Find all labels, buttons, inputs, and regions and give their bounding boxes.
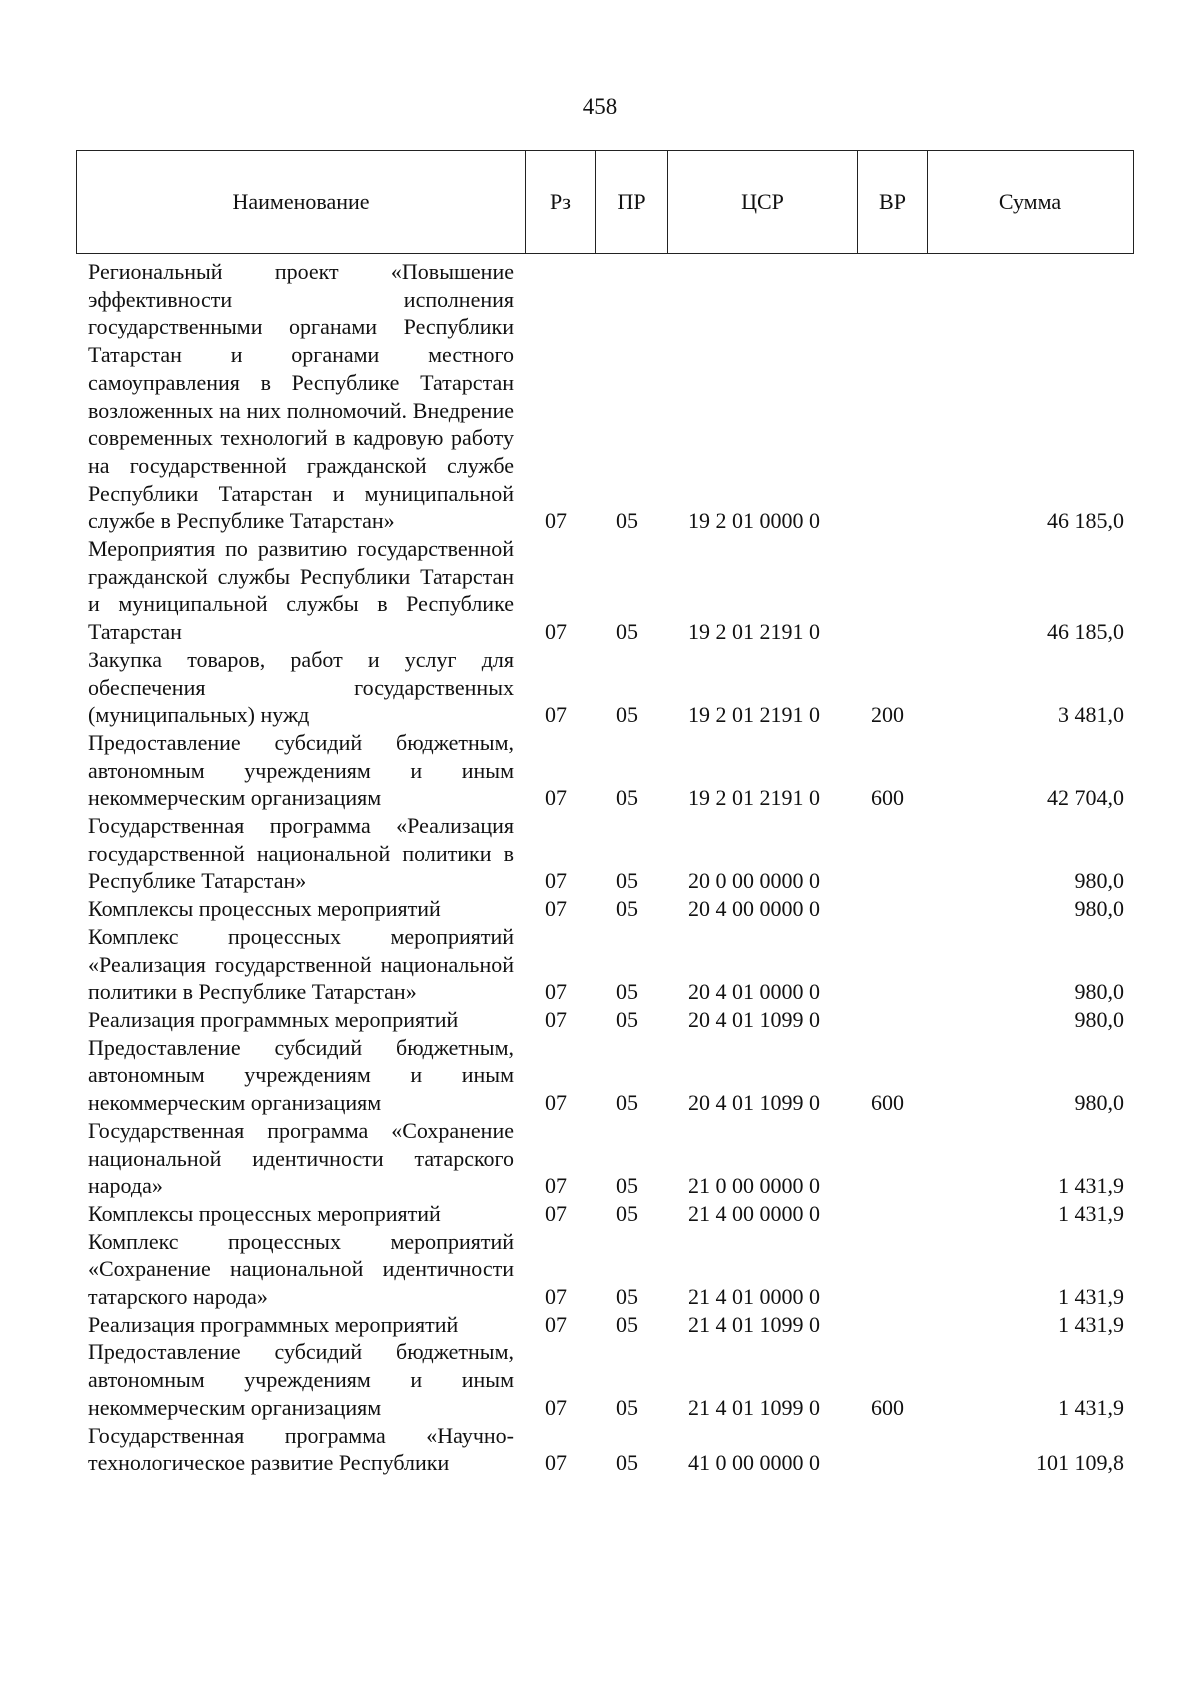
row-name: Закупка товаров, работ и услуг для обеспечения государственных (муниципальных) нужд	[88, 646, 514, 728]
row-name: Государственная программа «Научно-технологическое развитие Республики	[88, 1422, 514, 1476]
row-sum: 46 185,0	[1047, 619, 1124, 645]
table-row	[0, 1338, 1200, 1421]
row-pr: 05	[616, 1173, 638, 1199]
row-name: Предоставление субсидий бюджетным, автономным учреждениям и иным некоммерческим организациям	[88, 729, 514, 811]
table-row	[0, 1200, 1200, 1228]
row-pr: 05	[616, 619, 638, 645]
page-number: 458	[582, 94, 618, 119]
row-sum: 1 431,9	[1058, 1394, 1124, 1420]
row-sum: 1 431,9	[1058, 1200, 1124, 1226]
row-sum: 46 185,0	[1047, 508, 1124, 534]
row-pr: 05	[616, 868, 638, 894]
row-vr: 600	[871, 1090, 904, 1116]
header-rz: Рз	[525, 151, 595, 253]
row-csr: 19 2 01 2191 0	[688, 619, 820, 645]
row-rz: 07	[545, 619, 567, 645]
table-row	[0, 1311, 1200, 1339]
row-name: Региональный проект «Повышение эффективности исполнения государственными органами Республики Татарстан и органами местного самоуправления в Республике Татарстан возложенных на них полномочий. Внедрение современных технологий в кадровую работу на государственной гражданской службе Республики Татарстан и муниципальной службе в Республике Татарстан»	[88, 259, 514, 534]
row-csr: 21 4 01 1099 0	[688, 1394, 820, 1420]
row-pr: 05	[616, 1284, 638, 1310]
row-rz: 07	[545, 896, 567, 922]
row-rz: 07	[545, 1006, 567, 1032]
row-sum: 1 431,9	[1058, 1173, 1124, 1199]
row-csr: 20 4 01 0000 0	[688, 979, 820, 1005]
row-sum: 1 431,9	[1058, 1311, 1124, 1337]
row-name: Комплекс процессных мероприятий «Сохранение национальной идентичности татарского народа»	[88, 1228, 514, 1310]
header-vr: ВР	[857, 151, 927, 253]
row-sum: 42 704,0	[1047, 785, 1124, 811]
row-sum: 1 431,9	[1058, 1284, 1124, 1310]
row-sum: 101 109,8	[1036, 1450, 1124, 1476]
row-csr: 21 4 00 0000 0	[688, 1200, 820, 1226]
row-csr: 20 4 01 1099 0	[688, 1006, 820, 1032]
header-sum: Сумма	[927, 151, 1132, 253]
row-pr: 05	[616, 785, 638, 811]
row-sum: 980,0	[1074, 1006, 1124, 1032]
row-pr: 05	[616, 702, 638, 728]
table-row	[0, 1228, 1200, 1311]
row-pr: 05	[616, 1311, 638, 1337]
row-csr: 20 4 00 0000 0	[688, 896, 820, 922]
row-rz: 07	[545, 702, 567, 728]
row-csr: 19 2 01 2191 0	[688, 785, 820, 811]
table-row	[0, 1117, 1200, 1200]
row-csr: 21 0 00 0000 0	[688, 1173, 820, 1199]
row-vr: 200	[871, 702, 904, 728]
row-name: Комплексы процессных мероприятий	[88, 896, 441, 922]
table-row	[0, 1422, 1200, 1477]
row-name: Предоставление субсидий бюджетным, автономным учреждениям и иным некоммерческим организациям	[88, 1339, 514, 1420]
table-row	[0, 812, 1200, 895]
row-pr: 05	[616, 1200, 638, 1226]
row-name: Государственная программа «Сохранение национальной идентичности татарского народа»	[88, 1117, 514, 1199]
header-name: Наименование	[232, 189, 370, 214]
row-sum: 3 481,0	[1058, 702, 1124, 728]
row-name: Реализация программных мероприятий	[88, 1006, 459, 1032]
row-pr: 05	[616, 1450, 638, 1476]
row-csr: 21 4 01 0000 0	[688, 1284, 820, 1310]
table-row	[0, 258, 1200, 535]
table-row	[0, 1034, 1200, 1117]
row-rz: 07	[545, 1284, 567, 1310]
row-name: Комплекс процессных мероприятий «Реализация государственной национальной политики в Республике Татарстан»	[88, 923, 514, 1005]
row-name: Государственная программа «Реализация государственной национальной политики в Республике Татарстан»	[88, 813, 514, 894]
row-pr: 05	[616, 896, 638, 922]
row-name: Реализация программных мероприятий	[88, 1311, 459, 1337]
row-name: Комплексы процессных мероприятий	[88, 1200, 441, 1226]
row-csr: 19 2 01 2191 0	[688, 702, 820, 728]
row-csr: 21 4 01 1099 0	[688, 1311, 820, 1337]
row-rz: 07	[545, 868, 567, 894]
row-rz: 07	[545, 1394, 567, 1420]
row-csr: 20 0 00 0000 0	[688, 868, 820, 894]
table-body	[0, 258, 1200, 1477]
table-row	[0, 535, 1200, 646]
table-row	[0, 923, 1200, 1006]
table-row	[0, 646, 1200, 729]
row-sum: 980,0	[1074, 979, 1124, 1005]
row-name: Мероприятия по развитию государственной гражданской службы Республики Татарстан и муниципальной службы в Республике Татарстан	[88, 536, 514, 645]
row-sum: 980,0	[1074, 1090, 1124, 1116]
row-rz: 07	[545, 1090, 567, 1116]
row-rz: 07	[545, 1311, 567, 1337]
header-csr: ЦСР	[667, 151, 857, 253]
row-rz: 07	[545, 979, 567, 1005]
row-rz: 07	[545, 1450, 567, 1476]
row-sum: 980,0	[1074, 896, 1124, 922]
row-pr: 05	[616, 1006, 638, 1032]
row-sum: 980,0	[1074, 868, 1124, 894]
row-csr: 19 2 01 0000 0	[688, 508, 820, 534]
row-pr: 05	[616, 1394, 638, 1420]
row-rz: 07	[545, 785, 567, 811]
row-name: Предоставление субсидий бюджетным, автономным учреждениям и иным некоммерческим организациям	[88, 1034, 514, 1116]
row-csr: 20 4 01 1099 0	[688, 1090, 820, 1116]
row-pr: 05	[616, 979, 638, 1005]
table-row	[0, 1006, 1200, 1034]
table-row	[0, 729, 1200, 812]
row-rz: 07	[545, 508, 567, 534]
row-pr: 05	[616, 1090, 638, 1116]
header-pr: ПР	[595, 151, 667, 253]
row-rz: 07	[545, 1200, 567, 1226]
row-csr: 41 0 00 0000 0	[688, 1450, 820, 1476]
table-header	[76, 150, 1134, 254]
row-pr: 05	[616, 508, 638, 534]
row-rz: 07	[545, 1173, 567, 1199]
row-vr: 600	[871, 1394, 904, 1420]
table-row	[0, 895, 1200, 923]
row-vr: 600	[871, 785, 904, 811]
